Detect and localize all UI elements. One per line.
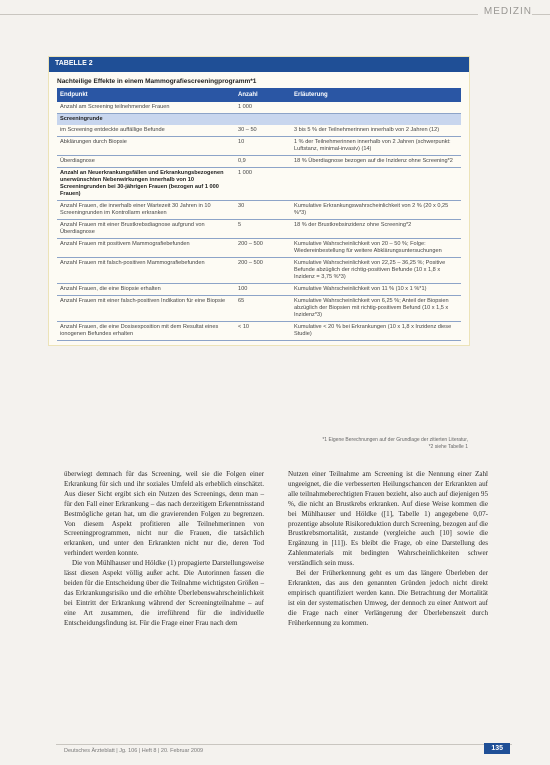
table-body [57, 102, 461, 341]
explanation-cell: Kumulative Wahrscheinlichkeit von 11 % (10 x 1 %*1) [291, 284, 461, 296]
count-cell: 200 – 500 [235, 239, 291, 258]
journal-citation: Deutsches Ärzteblatt | Jg. 106 | Heft 8 | 20. Februar 2009 [64, 748, 204, 754]
footer-rule [56, 744, 512, 745]
count-cell: < 10 [235, 322, 291, 341]
effects-table [57, 88, 461, 341]
explanation-cell [291, 168, 461, 201]
header-rule [0, 14, 550, 15]
explanation-cell: Kumulative Wahrscheinlichkeit von 6,25 %; Anteil der Biopsien abzüglich der Biopsien mit richtig-positivem Befund (10 x 1,5 x Inzidenz*3) [291, 296, 461, 322]
explanation-cell: 18 % der Brustkrebsinzidenz ohne Screening*2 [291, 220, 461, 239]
table-tag: TABELLE 2 [49, 57, 469, 72]
table-row [57, 296, 461, 322]
count-cell: 65 [235, 296, 291, 322]
count-cell: 30 – 50 [235, 125, 291, 137]
count-cell: 30 [235, 201, 291, 220]
explanation-cell: Kumulative Wahrscheinlichkeit von 20 – 50 %; Folge: Wiedereinbestellung für weitere Abklärungsuntersuchungen [291, 239, 461, 258]
explanation-cell: 1 % der Teilnehmerinnen innerhalb von 2 Jahren (schwerpunkt: Luftstanz, minimal-invasiv) (14) [291, 137, 461, 156]
table-row [57, 322, 461, 341]
explanation-cell: Kumulative Wahrscheinlichkeit von 22,25 – 36,25 %; Positive Befunde abzüglich der richtig-positiven Befunde (10 x 1,8 x Inzidenz = 3,75 %*3) [291, 258, 461, 284]
endpoint-cell: Abklärungen durch Biopsie [57, 137, 235, 156]
endpoint-cell: Anzahl Frauen mit einer Brustkrebsdiagnose aufgrund von Überdiagnose [57, 220, 235, 239]
paragraph: überwiegt demnach für das Screening, weil sie die Folgen einer Erkrankung für sich und ihr soziales Umfeld als erheblich einschätzt. Aus dieser Sicht ergibt sich ein Nutzen des Screenings, denn man – für den Fall einer Erkrankung – das nach derzeitigem Erkenntnisstand Bestmögliche getan hat, um die gravierenden Folgen zu begrenzen. Von diesem Aspekt profitieren alle Teilnehmerinnen von Screeningprogrammen, nicht nur die Frauen, die tatsächlich erkranken, und unter den Erkrankten nicht nur die, deren Tod verhindert werden konnte. [64, 470, 264, 558]
table-row [57, 102, 461, 114]
count-cell: 200 – 500 [235, 258, 291, 284]
section-label: MEDIZIN [478, 6, 532, 17]
endpoint-cell: Anzahl an Neuerkrankungsfällen und Erkrankungsbezogenen unerwünschten Nebenwirkungen innerhalb von 10 Screeningrunden bei 30-jährigen Frauen (bezogen auf 1 000 Frauen) [57, 168, 235, 201]
endpoint-cell: Überdiagnose [57, 156, 235, 168]
body-column-right [288, 470, 488, 629]
paragraph: Die von Mühlhauser und Höldke (1) propagierte Darstellungsweise lässt diesen Aspekt völlig außer acht. Die Autorinnen fassen die beiden für die Entscheidung über die Teilnahme wichtigsten Größen – das Erkrankungsrisiko und die erhöhte Überlebenswahrscheinlichkeit bei Eintritt der Erkrankung während der Screeningteilnahme – auf eine Art zusammen, die irreführend für die individuelle Entscheidungsfindung ist. Für die Frage einer Frau nach dem [64, 559, 264, 627]
table-section-row [57, 114, 461, 126]
count-cell: 1 000 [235, 102, 291, 114]
table-row [57, 201, 461, 220]
explanation-cell: Kumulative Erkrankungswahrscheinlichkeit von 2 % (20 x 0,25 %*3) [291, 201, 461, 220]
footnote: *2 siehe Tabelle 1 [428, 444, 468, 450]
endpoint-cell: Anzahl Frauen mit einer falsch-positiven Indikation für eine Biopsie [57, 296, 235, 322]
endpoint-cell: Anzahl Frauen, die eine Biopsie erhalten [57, 284, 235, 296]
endpoint-cell: im Screening entdeckte auffällige Befunde [57, 125, 235, 137]
paragraph: Bei der Früherkennung geht es um das längere Überleben der Erkrankten, das aus den genannten Gründen jedoch nicht direkt empirisch quantifiziert werden kann. Die Betrachtung der Mortalität ist ein der systematischen Umweg, der dennoch zu einer Antwort auf die Frage nach einer Verlängerung der Überlebenszeit durch Früherkennung zu kommen. [288, 569, 488, 627]
endpoint-cell: Anzahl Frauen mit falsch-positiven Mammografiebefunden [57, 258, 235, 284]
count-cell [235, 114, 291, 126]
column-header: Anzahl [235, 88, 291, 102]
body-column-left [64, 470, 264, 629]
paragraph: Nutzen einer Teilnahme am Screening ist die Nennung einer Zahl ungeeignet, die die verbesserten Heilungschancen der Erkrankten auf alle teilnahmeberechtigten Frauen bezieht, also auch auf diejenigen 95 %, die nicht an Brustkrebs erkranken. Auf diese Weise kommen die bei Mühlhauser und Höldke ([1], Tabelle 1) angegebene 0,07-prozentige absolute Risikoreduktion durch Screening, bezogen auf die Brustkrebsmortalität, zustande (vergleiche auch [10] sowie die Ergänzung in [11]). Es bleibt die Frage, ob eine Darstellung des Zahlenmaterials mit bedingten Wahrscheinlichkeiten schwer verständlich sein muss. [288, 470, 488, 568]
table-row [57, 168, 461, 201]
endpoint-cell: Anzahl am Screening teilnehmender Frauen [57, 102, 235, 114]
table-caption: Nachteilige Effekte in einem Mammografiescreeningprogramm*1 [57, 78, 257, 85]
explanation-cell [291, 102, 461, 114]
count-cell: 0,9 [235, 156, 291, 168]
table-row [57, 284, 461, 296]
table-row [57, 258, 461, 284]
count-cell: 100 [235, 284, 291, 296]
page-number: 135 [484, 743, 510, 754]
column-header: Endpunkt [57, 88, 235, 102]
endpoint-cell: Screeningrunde [57, 114, 235, 126]
count-cell: 5 [235, 220, 291, 239]
endpoint-cell: Anzahl Frauen, die innerhalb einer Wartezeit 30 Jahren in 10 Screeningrunden im Kontrollarm erkranken [57, 201, 235, 220]
explanation-cell: 18 % Überdiagnose bezogen auf die Inzidenz ohne Screening*2 [291, 156, 461, 168]
endpoint-cell: Anzahl Frauen mit positivem Mammografiebefunden [57, 239, 235, 258]
count-cell: 1 000 [235, 168, 291, 201]
explanation-cell: Kumulative < 20 % bei Erkrankungen (10 x 1,8 x Inzidenz diese Studie) [291, 322, 461, 341]
footnote: *1 Eigene Berechnungen auf der Grundlage der zitierten Literatur, [322, 437, 468, 443]
column-header: Erläuterung [291, 88, 461, 102]
table-row [57, 239, 461, 258]
table-box [48, 56, 470, 346]
explanation-cell [291, 114, 461, 126]
table-row [57, 137, 461, 156]
table-header-row [57, 88, 461, 102]
endpoint-cell: Anzahl Frauen, die eine Dosisexposition mit dem Resultat eines ionogenen Befundes erhalten [57, 322, 235, 341]
table-row [57, 220, 461, 239]
count-cell: 10 [235, 137, 291, 156]
table-footnotes [48, 437, 468, 451]
explanation-cell: 3 bis 5 % der Teilnehmerinnen innerhalb von 2 Jahren (12) [291, 125, 461, 137]
table-row [57, 156, 461, 168]
table-row [57, 125, 461, 137]
